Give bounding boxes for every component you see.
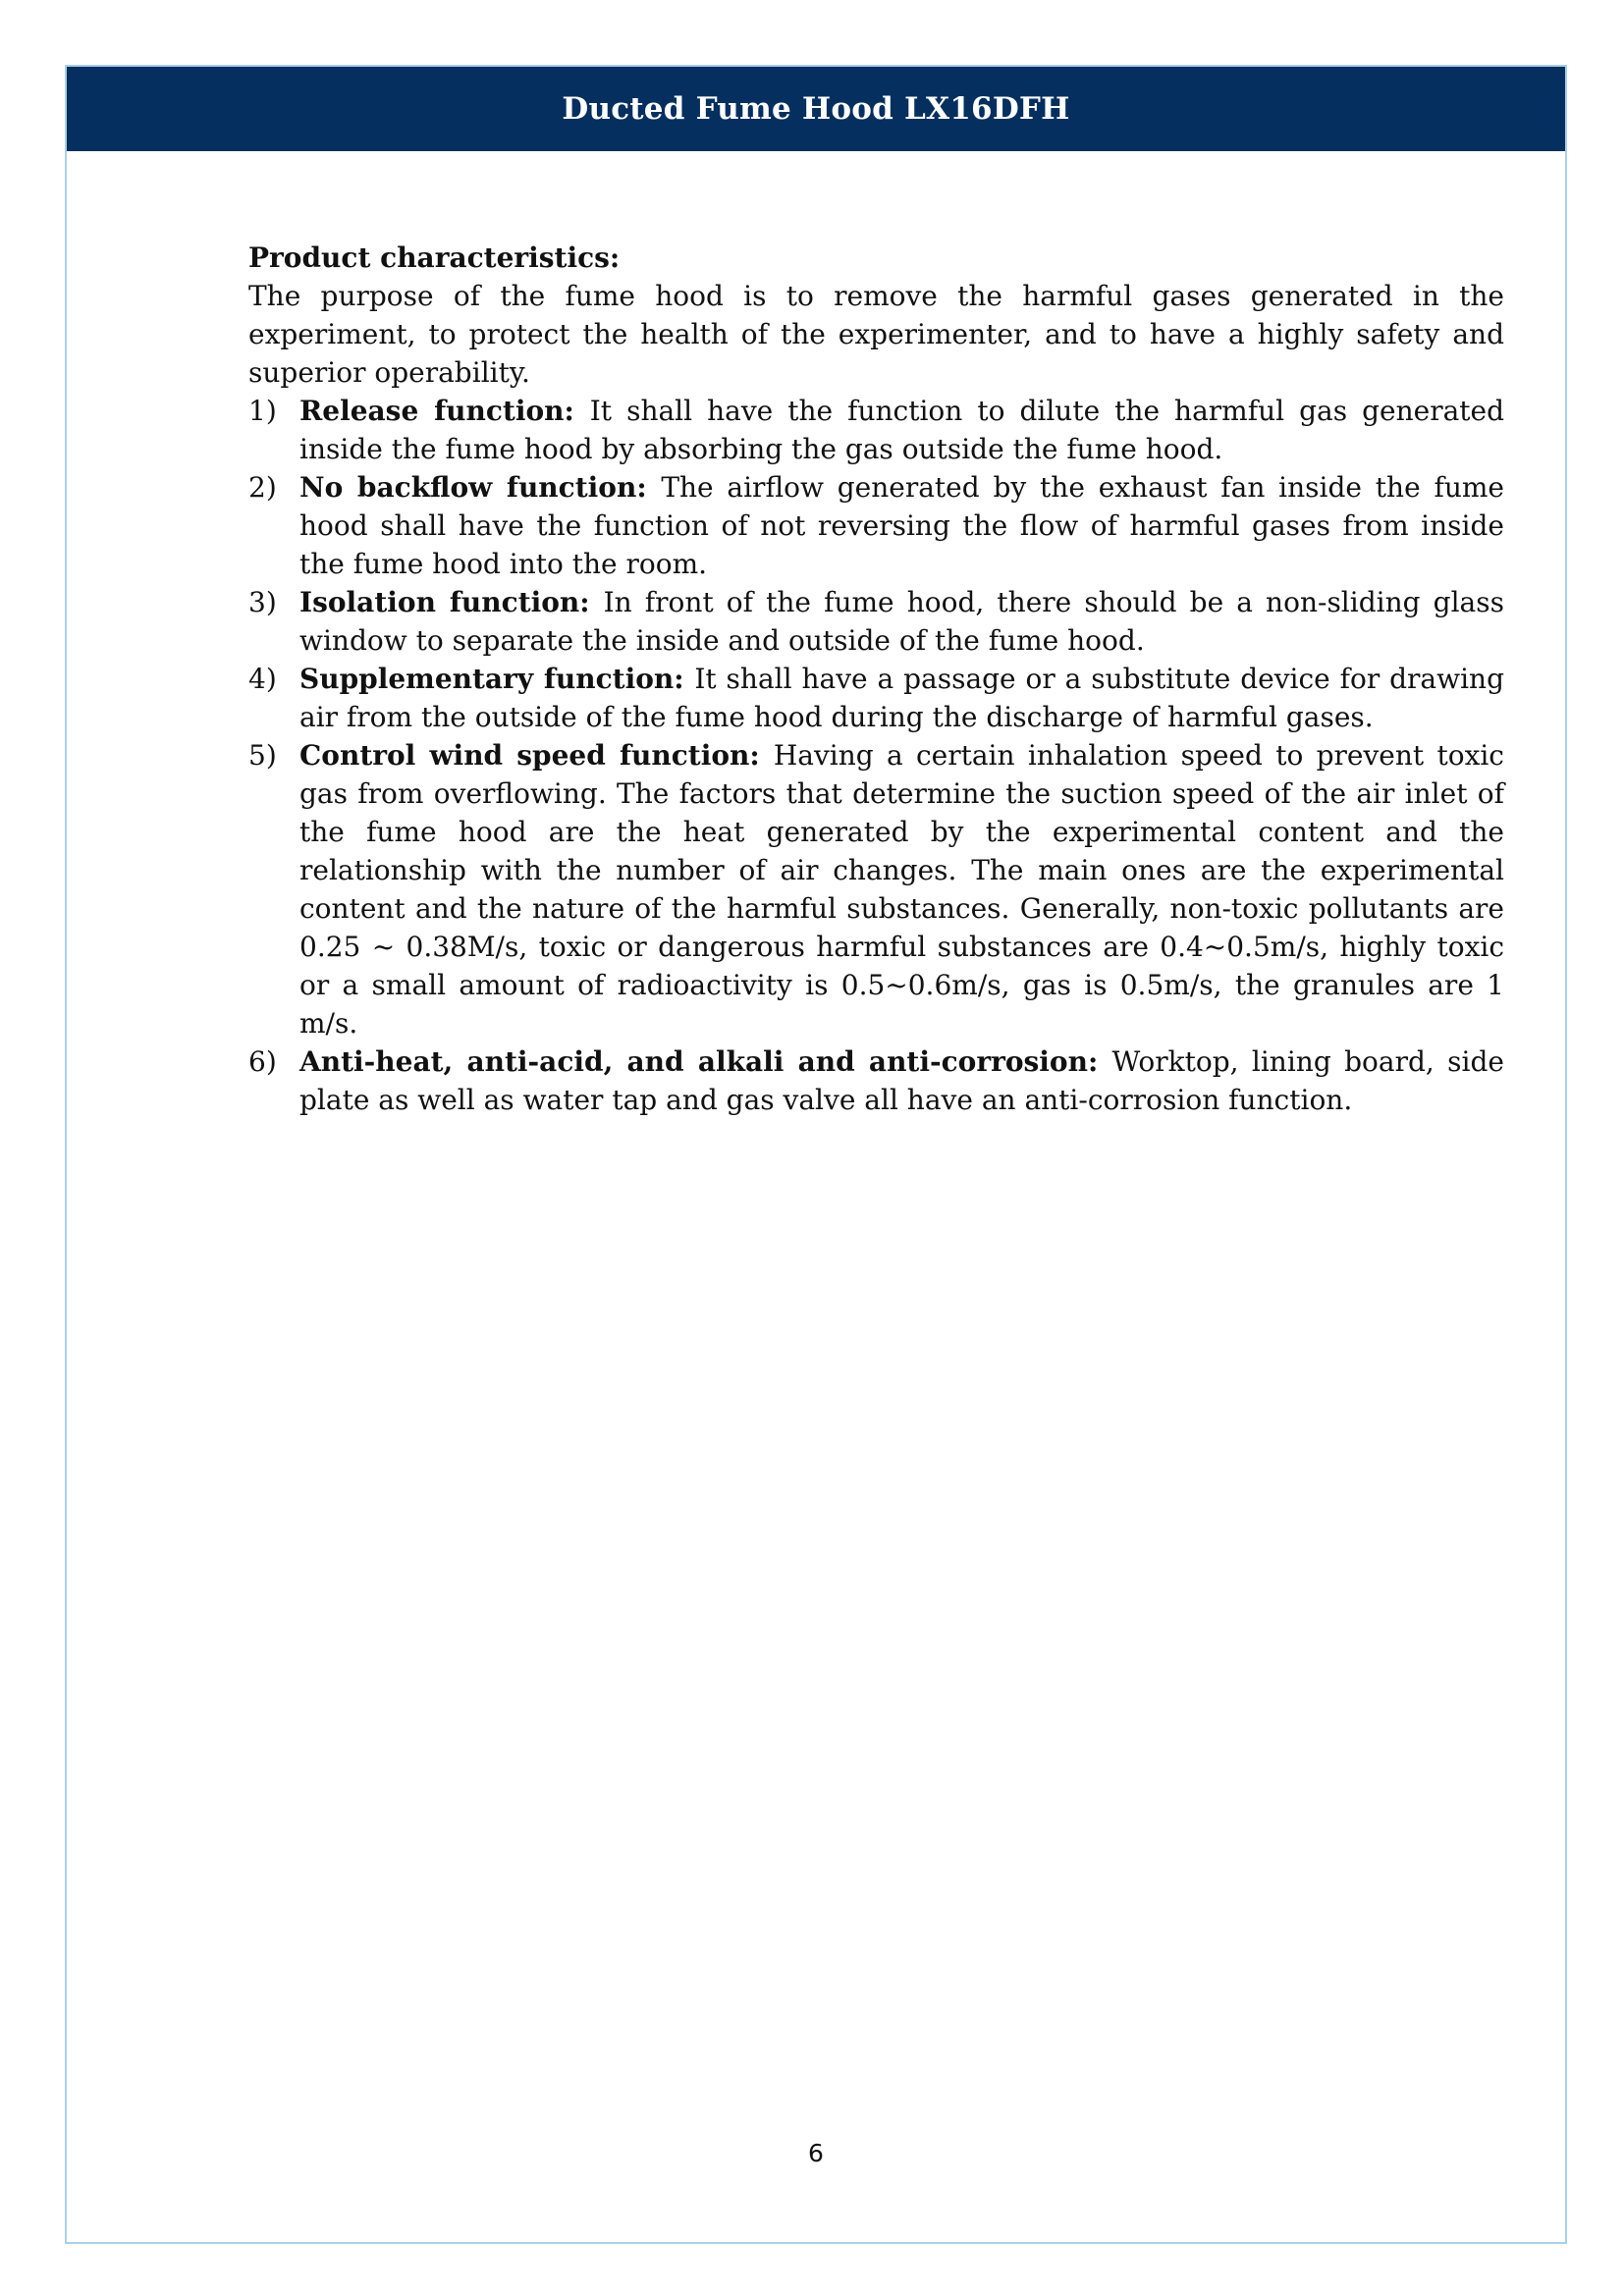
intro-paragraph: The purpose of the fume hood is to remove the harmful gases generated in the experiment, to protect the health of the experimenter, and to have a highly safety and superior operability. bbox=[248, 280, 1504, 389]
list-item-number: 3) bbox=[248, 586, 277, 618]
list-item bbox=[248, 468, 1504, 583]
list-item-text: Worktop, lining board, side plate as well as water tap and gas valve all have an anti-corrosion function. bbox=[299, 1045, 1504, 1116]
list-item-text: Having a certain inhalation speed to prevent toxic gas from overflowing. The factors that determine the suction speed of the air inlet of the fume hood are the heat generated by the experimental content and the relationship with the number of air changes. The main ones are the experimental content and the nature of the harmful substances. Generally, non-toxic pollutants are 0.25 ~ 0.38M/s, toxic or dangerous harmful substances are 0.4~0.5m/s, highly toxic or a small amount of radioactivity is 0.5~0.6m/s, gas is 0.5m/s, the granules are 1 m/s. bbox=[299, 739, 1504, 1040]
page-frame bbox=[65, 65, 1567, 2244]
page-number: 6 bbox=[808, 2139, 824, 2167]
document-body bbox=[248, 239, 1504, 1119]
list-item-number: 5) bbox=[248, 739, 277, 772]
list-item-number: 2) bbox=[248, 471, 277, 504]
title-bar bbox=[67, 67, 1565, 151]
list-item-title: Control wind speed function: bbox=[299, 739, 774, 772]
list-item-text: The airflow generated by the exhaust fan inside the fume hood shall have the function of not reversing the flow of harmful gases from inside the fume hood into the room. bbox=[299, 471, 1504, 580]
list-item-title: No backflow function: bbox=[299, 471, 662, 504]
page-title: Ducted Fume Hood LX16DFH bbox=[562, 91, 1070, 127]
list-item-title: Release function: bbox=[299, 395, 590, 427]
feature-list bbox=[248, 392, 1504, 1119]
list-item bbox=[248, 1042, 1504, 1119]
section-heading: Product characteristics: bbox=[248, 241, 621, 274]
list-item bbox=[248, 583, 1504, 660]
list-item bbox=[248, 736, 1504, 1042]
list-item bbox=[248, 392, 1504, 468]
list-item-text: It shall have a passage or a substitute device for drawing air from the outside of the fume hood during the discharge of harmful gases. bbox=[299, 663, 1505, 733]
list-item-text: In front of the fume hood, there should be a non-sliding glass window to separate the inside and outside of the fume hood. bbox=[299, 586, 1504, 657]
list-item-title: Supplementary function: bbox=[299, 663, 695, 695]
list-item-number: 4) bbox=[248, 663, 277, 695]
list-item-number: 6) bbox=[248, 1045, 277, 1078]
list-item-title: Anti-heat, anti-acid, and alkali and anti-corrosion: bbox=[299, 1045, 1112, 1078]
list-item-text: It shall have the function to dilute the harmful gas generated inside the fume hood by absorbing the gas outside the fume hood. bbox=[299, 395, 1505, 465]
list-item bbox=[248, 660, 1504, 736]
list-item-number: 1) bbox=[248, 395, 277, 427]
list-item-title: Isolation function: bbox=[299, 586, 604, 618]
